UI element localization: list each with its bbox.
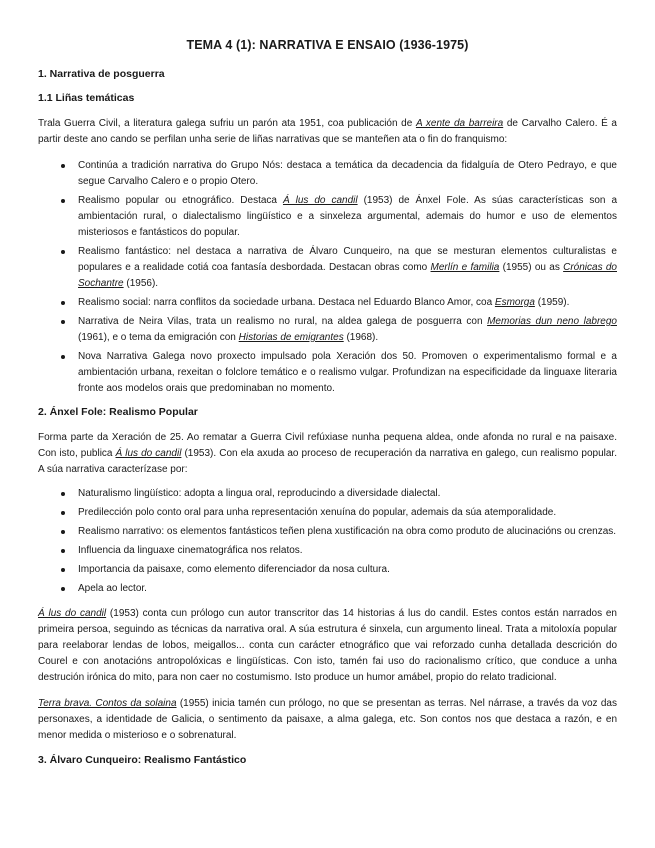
bullet-icon <box>61 355 65 359</box>
bullet-icon <box>61 199 65 203</box>
bullet-icon <box>61 511 65 515</box>
bullet-icon <box>61 587 65 591</box>
list-item <box>78 158 617 190</box>
text-run: Realismo popular ou etnográfico. Destaca <box>78 195 283 206</box>
work-title-reference: A xente da barreira <box>415 118 504 129</box>
list-item <box>78 295 617 311</box>
text-run: Narrativa de Neira Vilas, trata un realismo no rural, na aldea galega de posguerra con <box>78 316 488 327</box>
lus-do-candil-paragraph <box>38 606 617 686</box>
narrative-lines-list <box>38 158 617 397</box>
work-title-reference: Memorias dun neno labrego <box>487 316 617 327</box>
section1-intro-paragraph <box>38 116 617 148</box>
text-run: Predilección polo conto oral para unha representación xenuína do popular, ademais da súa atemporalidade. <box>78 507 557 518</box>
list-item <box>78 562 617 578</box>
work-title-reference: Merlín e familia <box>430 262 500 273</box>
fole-characteristics-list <box>38 486 617 597</box>
text-run: (1961), e o tema da emigración con <box>78 332 239 343</box>
document-title: TEMA 4 (1): NARRATIVA E ENSAIO (1936-1975) <box>186 38 469 52</box>
work-title-reference: Terra brava. Contos da solaina <box>38 698 177 709</box>
work-title-reference: Á lus do candil <box>115 448 182 459</box>
list-item <box>78 349 617 397</box>
bullet-icon <box>61 301 65 305</box>
list-item <box>78 314 617 346</box>
section-heading-2: 2. Ánxel Fole: Realismo Popular <box>38 406 198 418</box>
list-item <box>78 505 617 521</box>
text-run: Nova Narrativa Galega novo proxecto impulsado pola Xeración dos 50. Promoven o experimentalismo formal e a ambientación urbana, rexeitan o folclore temático e o realismo vulgar. Profundizan na especificidade da linguaxe literaria fronte aos modelos orais que predominaban no momento. <box>78 351 617 394</box>
text-run: (1955) inicia tamén cun prólogo, no que se presentan as terras. Nel nárrase, a través da voz das personaxes, a identidade de Galicia, o sentimento da paisaxe, a alma galega, etc. Son contos nos que destaca a razón, e en menor medida o misterioso e o sobrenatural. <box>38 698 617 741</box>
text-run: Naturalismo lingüístico: adopta a lingua oral, reproducindo a diversidade dialectal. <box>78 488 441 499</box>
text-run: (1959). <box>534 297 570 308</box>
text-run: (1953) de Ánxel Fole. As súas características son a ambientación rural, o dialectalismo lingüístico e a sinxeleza argumental, ademais do humor e uso de elementos misteriosos e fantásticos do popular. <box>78 195 617 238</box>
text-run: (1956). <box>123 278 159 289</box>
work-title-reference: Á lus do candil <box>38 608 107 619</box>
text-run: Realismo narrativo: os elementos fantásticos teñen plena xustificación na obra como produto de alucinacións ou crenzas. <box>78 526 617 537</box>
text-run: Continúa a tradición narrativa do Grupo Nós: destaca a temática da decadencia da fidalguía de Otero Pedrayo, e que segue Carvalho Calero e o propio Otero. <box>78 160 617 187</box>
work-title-reference: Á lus do candil <box>282 195 358 206</box>
section-heading-3: 3. Álvaro Cunqueiro: Realismo Fantástico <box>38 754 247 766</box>
text-run: Trala Guerra Civil, a literatura galega sufriu un parón ata 1951, coa publicación de <box>38 118 416 129</box>
bullet-icon <box>61 320 65 324</box>
bullet-icon <box>61 549 65 553</box>
text-run: Forma parte da Xeración de 25. Ao rematar a Guerra Civil refúxiase nunha pequena aldea, onde afonda no rural e na paisaxe. Con isto, publica <box>38 432 617 459</box>
bullet-icon <box>61 492 65 496</box>
terra-brava-paragraph <box>38 696 617 744</box>
bullet-icon <box>61 250 65 254</box>
list-item <box>78 244 617 292</box>
list-item <box>78 193 617 241</box>
section-heading-1: 1. Narrativa de posguerra <box>38 68 165 80</box>
list-item <box>78 543 617 559</box>
text-run: Importancia da paisaxe, como elemento diferenciador da nosa cultura. <box>78 564 390 575</box>
list-item <box>78 581 617 597</box>
text-run: (1955) ou as <box>499 262 564 273</box>
text-run: (1968). <box>343 332 379 343</box>
list-item <box>78 486 617 502</box>
text-run: Realismo social: narra conflitos da sociedade urbana. Destaca nel Eduardo Blanco Amor, coa <box>78 297 495 308</box>
section2-intro-paragraph <box>38 430 617 478</box>
list-item <box>78 524 617 540</box>
text-run: Apela ao lector. <box>78 583 147 594</box>
subsection-heading-1-1: 1.1 Liñas temáticas <box>38 92 135 104</box>
work-title-reference: Historias de emigrantes <box>238 332 344 343</box>
text-run: Realismo fantástico: nel destaca a narrativa de Álvaro Cunqueiro, na que se mesturan elementos culturalistas e populares e a realidade cotiá coa fantasía desbordada. Destacan obras como <box>78 246 617 273</box>
text-run: Influencia da linguaxe cinematográfica nos relatos. <box>78 545 303 556</box>
bullet-icon <box>61 164 65 168</box>
work-title-reference: Crónicas do Sochantre <box>78 262 617 289</box>
work-title-reference: Esmorga <box>494 297 535 308</box>
bullet-icon <box>61 568 65 572</box>
bullet-icon <box>61 530 65 534</box>
text-run: de Carvalho Calero. É a partir deste ano cando se perfilan unha serie de liñas narrativas que se manteñen ata o fin do franquismo: <box>38 118 617 145</box>
text-run: (1953). Con ela axuda ao proceso de recuperación da narrativa en galego, cun realismo popular. A súa narrativa caracterízase por: <box>38 448 617 475</box>
text-run: (1953) conta cun prólogo cun autor transcritor das 14 historias á lus do candil. Estes contos están narrados en primeira persoa, seguindo as técnicas da narrativa oral. A súa estrutura é sinxela, cun argumento lineal. Trata a mitoloxía popular para reelaborar lendas de lobos, meigallos... conta cun carácter etnográfico que vai reforzado cunha detallada descrición do Courel e con anotacións antropolóxicas e lingüísticas. Con isto, tamén fai uso do racionalismo crítico, que conduce a unha destrución irónica do mito, para non caer no costumismo. Isto produce un humor amábel, propio do relato tradicional. <box>38 608 617 683</box>
